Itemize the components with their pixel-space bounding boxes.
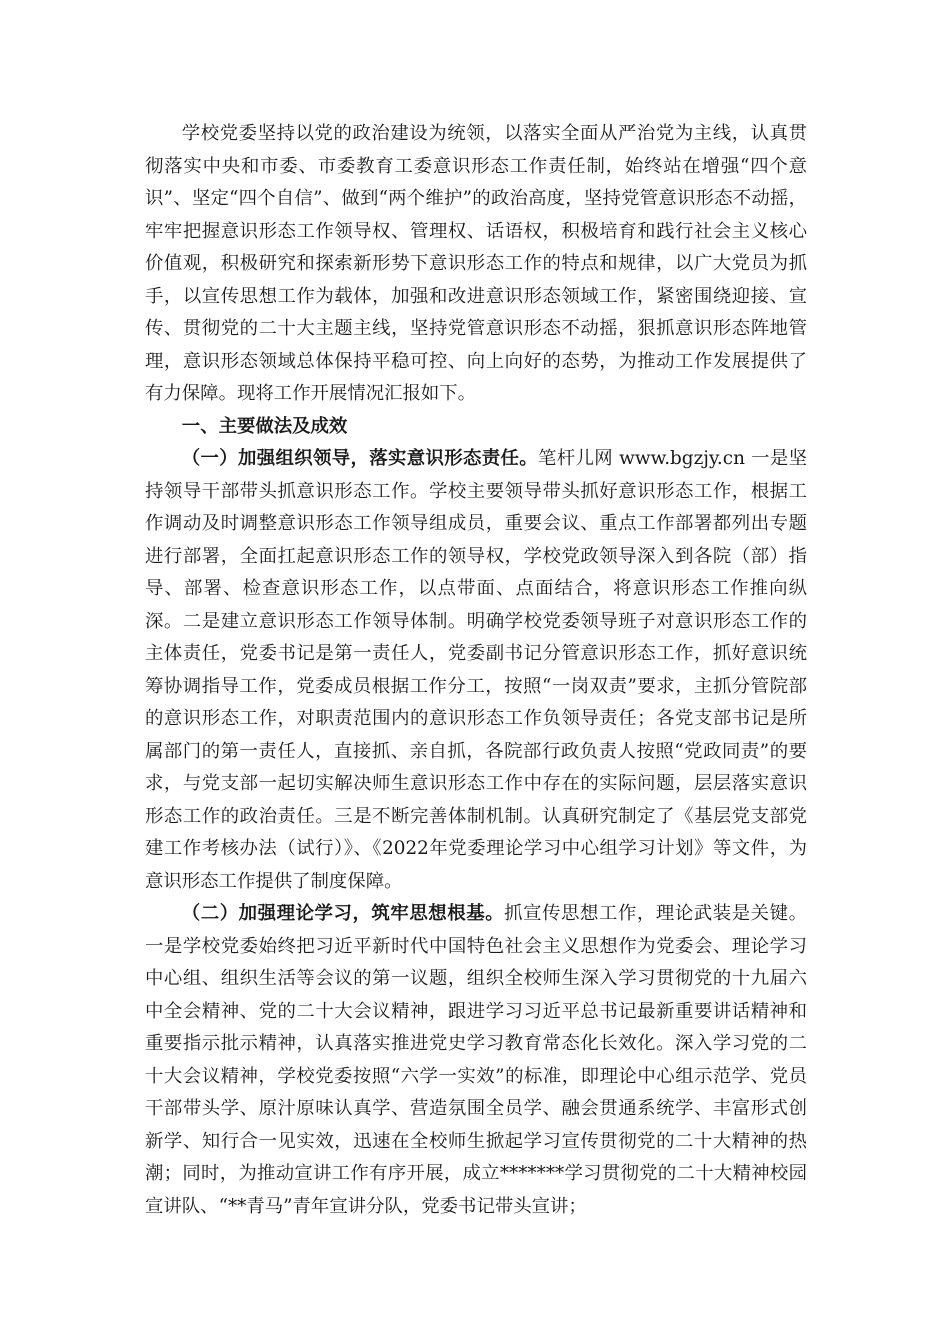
subsection-1-body: 笔杆儿网 www.bgzjy.cn 一是坚持领导干部带头抓意识形态工作。学校主要领导带头抓好意识形态工作，根据工作调动及时调整意识形态工作领导组成员，重要会议、重点工作部署都列出专题进行部署，全面扛起意识形态工作的领导权，学校党政领导深入到各院（部）指导、部署、检查意识形态工作，以点带面、点面结合，将意识形态工作推向纵深。二是建立意识形态工作领导体制。明确学校党委领导班子对意识形态工作的主体责任，党委书记是第一责任人，党委副书记分管意识形态工作，抓好意识统筹协调指导工作，党委成员根据工作分工，按照“一岗双责”要求，主抓分管院部的意识形态工作，对职责范围内的意识形态工作负领导责任；各党支部书记是所属部门的第一责任人，直接抓、亲自抓，各院部行政负责人按照“党政同责”的要求，与党支部一起切实解决师生意识形态工作中存在的实际问题，层层落实意识形态工作的政治责任。三是不断完善体制机制。认真研究制定了《基层党支部党建工作考核办法（试行）》、《2022年党委理论学习中心组学习计划》等文件，为意识形态工作提供了制度保障。 [145,448,807,892]
document-page [145,118,807,1223]
subsection-1-title: （一）加强组织领导，落实意识形态责任。 [181,448,538,469]
section-heading: 一、主要做法及成效 [181,415,348,437]
subsection-2-title: （二）加强理论学习，筑牢思想根基。 [181,903,505,924]
subsection-2-body: 抓宣传思想工作，理论武装是关键。一是学校党委始终把习近平新时代中国特色社会主义思想作为党委会、理论学习中心组、组织生活等会议的第一议题，组织全校师生深入学习贯彻党的十九届六中全会精神、党的二十大会议精神，跟进学习习近平总书记最新重要讲话精神和重要指示批示精神，认真落实推进党史学习教育常态化长效化。深入学习党的二十大会议精神，学校党委按照“六学一实效”的标准，即理论中心组示范学、党员干部带头学、原汁原味认真学、营造氛围全员学、融会贯通系统学、丰富形式创新学、知行合一见实效，迅速在全校师生掀起学习宣传贯彻党的二十大精神的热潮；同时，为推动宣讲工作有序开展，成立*******学习贯彻党的二十大精神校园宣讲队、“**青马”青年宣讲分队，党委书记带头宣讲； [145,903,807,1217]
subsection-1-paragraph [145,443,807,898]
intro-paragraph: 学校党委坚持以党的政治建设为统领，以落实全面从严治党为主线，认真贯彻落实中央和市委、市委教育工委意识形态工作责任制，始终站在增强“四个意识”、坚定“四个自信”、做到“两个维护”的政治高度，坚持党管意识形态不动摇，牢牢把握意识形态工作领导权、管理权、话语权，积极培育和践行社会主义核心价值观，积极研究和探索新形势下意识形态工作的特点和规律，以广大党员为抓手，以宣传思想工作为载体，加强和改进意识形态领域工作，紧密围绕迎接、宣传、贯彻党的二十大主题主线，坚持党管意识形态不动摇，狠抓意识形态阵地管理，意识形态领域总体保持平稳可控、向上向好的态势，为推动工作发展提供了有力保障。现将工作开展情况汇报如下。 [145,123,807,404]
subsection-2-paragraph [145,898,807,1223]
